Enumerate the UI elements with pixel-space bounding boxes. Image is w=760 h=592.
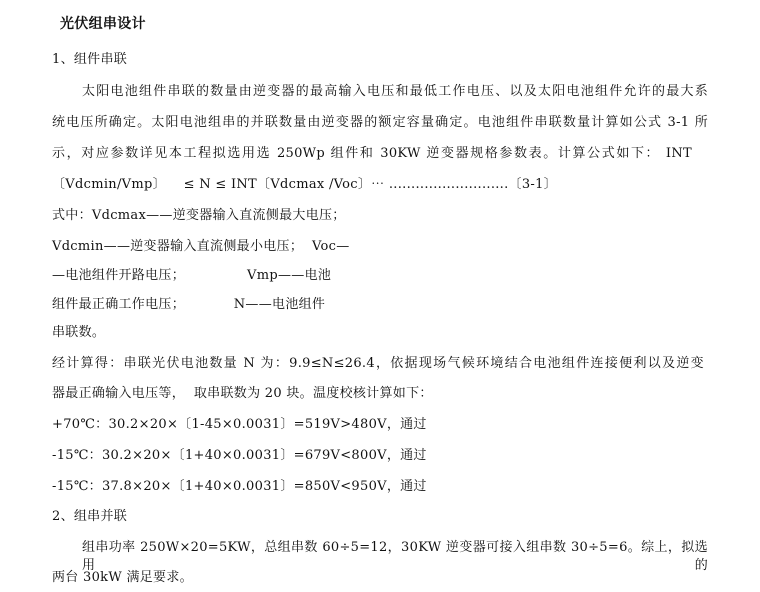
document-title: 光伏组串设计 [60, 16, 146, 32]
paragraph-line: 两台 30kW 满足要求。 [52, 570, 193, 585]
formula-line: 〔Vdcmin/Vmp〕 ≤ N ≤ INT〔Vdcmax /Voc〕⋯ ...........................〔3-1〕 [52, 177, 557, 192]
calc-line: 经计算得：串联光伏电池数量 N 为：9.9≤N≤26.4，依据现场气候环境结合电池组件连接便利以及逆变 [52, 356, 704, 371]
section-heading-1: 1、组件串联 [52, 52, 128, 67]
paragraph-line: 太阳电池组件串联的数量由逆变器的最高输入电压和最低工作电压、以及太阳电池组件允许的最大系 [82, 84, 708, 99]
paragraph-line: 组串功率 250W×20=5KW，总组串数 60÷5=12，30KW 逆变器可接入组串数 30÷5=6。综上，拟选用的 [82, 540, 708, 573]
temperature-check-line: +70℃：30.2×20×〔1-45×0.0031〕=519V>480V，通过 [52, 417, 427, 432]
definition-line: 串联数。 [52, 325, 106, 340]
definition-line: 式中：Vdcmax——逆变器输入直流侧最大电压； [52, 208, 346, 223]
paragraph-line: 统电压所确定。太阳电池组串的并联数量由逆变器的额定容量确定。电池组件串联数量计算如公式 3-1 所 [52, 115, 708, 130]
temperature-check-line: -15℃：30.2×20×〔1+40×0.0031〕=679V<800V，通过 [52, 448, 427, 463]
definition-line: Vdcmin——逆变器输入直流侧最小电压； Voc— [52, 239, 350, 254]
definition-line: 组件最正确工作电压； N——电池组件 [52, 297, 326, 312]
temperature-check-line: -15℃：37.8×20×〔1+40×0.0031〕=850V<950V，通过 [52, 479, 427, 494]
paragraph-line: 示，对应参数详见本工程拟选用选 250Wp 组件和 30KW 逆变器规格参数表。计算公式如下： INT [52, 146, 692, 161]
section-heading-2: 2、组串并联 [52, 509, 128, 524]
calc-line: 器最正确输入电压等， 取串联数为 20 块。温度校核计算如下： [52, 386, 433, 401]
definition-line: —电池组件开路电压； Vmp——电池 [52, 268, 332, 283]
